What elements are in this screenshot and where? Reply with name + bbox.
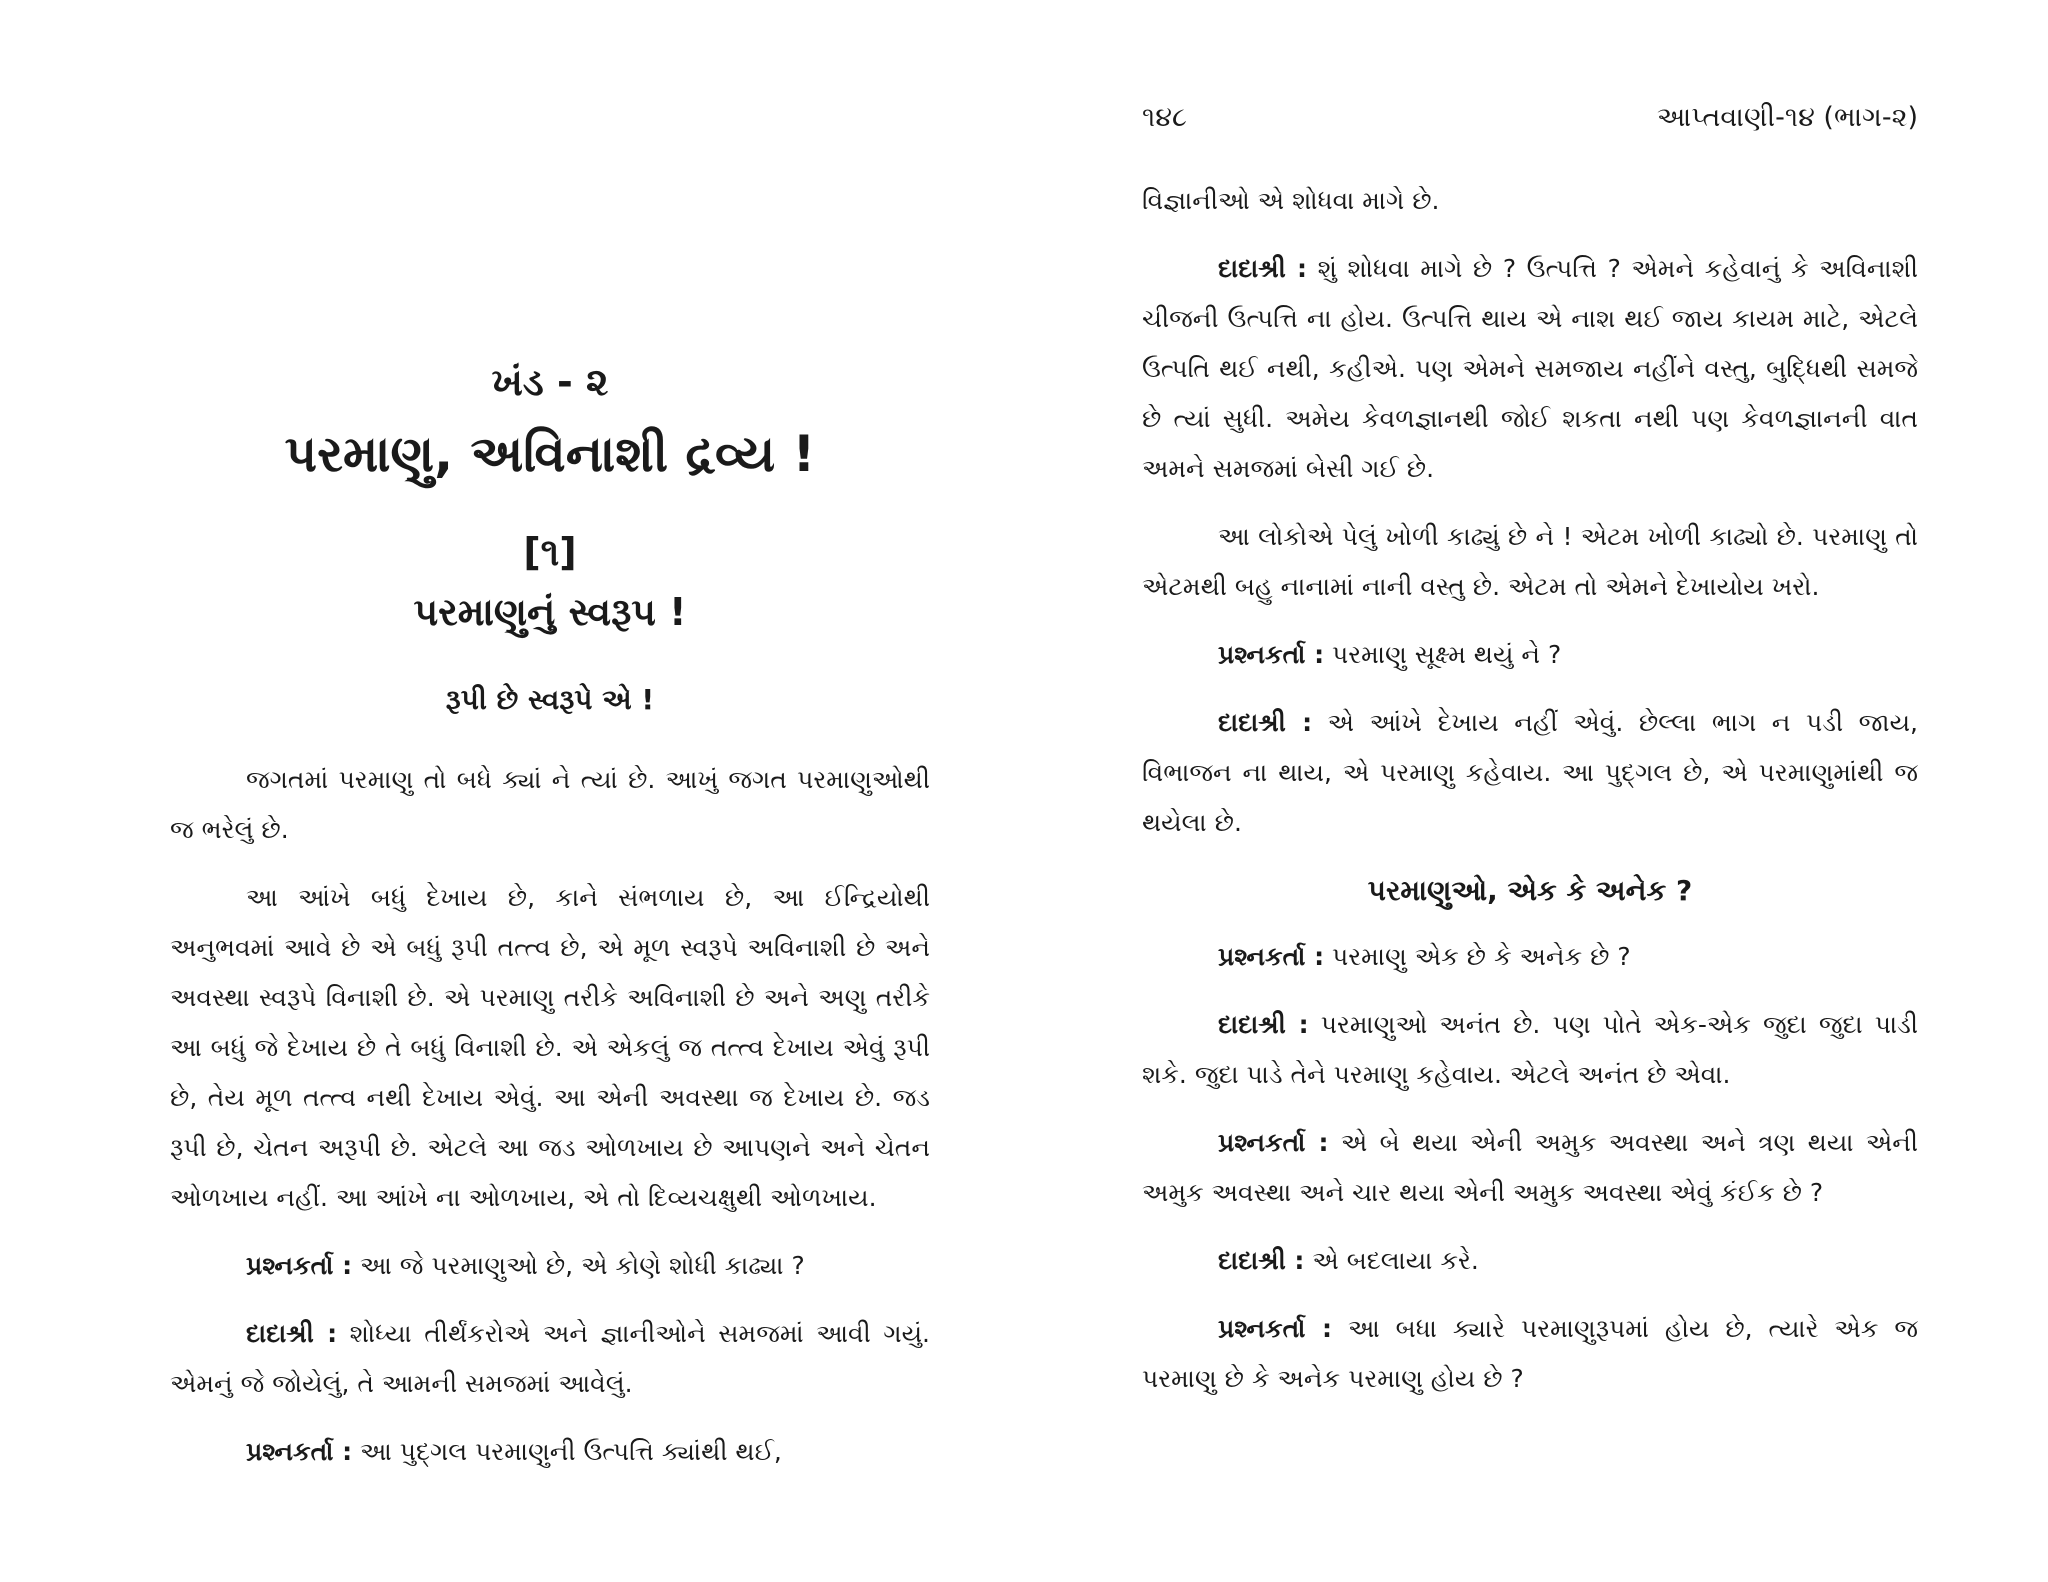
paragraph-text: એ બદલાયા કરે. <box>1312 1246 1479 1275</box>
paragraph <box>1142 1000 1918 1100</box>
speaker-label: દાદાશ્રી : <box>1218 1010 1309 1039</box>
paragraph-text: એ બે થયા એની અમુક અવસ્થા અને ત્રણ થયા એની અમુક અવસ્થા અને ચાર થયા એની અમુક અવસ્થા એવું કંઈક છે ? <box>1142 1128 1918 1207</box>
paragraph-text: શોધ્યા તીર્થંકરોએ અને જ્ઞાનીઓને સમજમાં આવી ગયું. એમનું જે જોયેલું, તે આમની સમજમાં આવેલું. <box>170 1319 930 1398</box>
continuation-line: વિજ્ઞાનીઓ એ શોધવા માગે છે. <box>1142 186 1440 215</box>
paragraph <box>170 1309 930 1409</box>
paragraph-text: આ બધા ક્યારે પરમાણુરૂપમાં હોય છે, ત્યારે એક જ પરમાણુ છે કે અનેક પરમાણુ હોય છે ? <box>1142 1314 1918 1393</box>
speaker-label: પ્રશ્નકર્તા : <box>1218 1314 1333 1343</box>
paragraph <box>170 873 930 1223</box>
paragraph-text: પરમાણુ સૂક્ષ્મ થયું ને ? <box>1332 640 1562 669</box>
right-body-text <box>1142 176 1918 1422</box>
part-label: ખંડ - ૨ <box>491 360 609 404</box>
speaker-label: પ્રશ્નકર્તા : <box>1218 1128 1329 1157</box>
speaker-label: દાદાશ્રી : <box>1218 708 1313 737</box>
paragraph <box>1142 1118 1918 1218</box>
paragraph <box>170 755 930 855</box>
paragraph <box>1142 512 1918 612</box>
speaker-label: પ્રશ્નકર્તા : <box>1218 942 1325 971</box>
right-page <box>1024 0 2048 1582</box>
paragraph <box>1142 1304 1918 1404</box>
paragraph <box>1142 932 1918 982</box>
left-body-text <box>170 755 930 1495</box>
speaker-label: પ્રશ્નકર્તા : <box>1218 640 1325 669</box>
speaker-label: પ્રશ્નકર્તા : <box>246 1437 353 1466</box>
speaker-label: દાદાશ્રી : <box>246 1319 338 1348</box>
paragraph <box>170 1241 930 1291</box>
subheading: રૂપી છે સ્વરૂપે એ ! <box>445 683 655 716</box>
page-number: ૧૪૮ <box>1142 102 1187 133</box>
section-number: [૧] <box>523 530 577 574</box>
paragraph-text: આ આંખે બધું દેખાય છે, કાને સંભળાય છે, આ ઈન્દ્રિયોથી અનુભવમાં આવે છે એ બધું રૂપી તત્ત્વ છે, એ મૂળ સ્વરૂપે અવિનાશી છે અને અવસ્થા સ્વરૂપે વિનાશી છે. એ પરમાણુ તરીકે અવિનાશી છે અને અણુ તરીકે આ બધું જે દેખાય છે તે બધું વિનાશી છે. એ એકલું જ તત્ત્વ દેખાય એવું રૂપી છે, તેય મૂળ તત્ત્વ નથી દેખાય એવું. આ એની અવસ્થા જ દેખાય છે. જડ રૂપી છે, ચેતન અરૂપી છે. એટલે આ જડ ઓળખાય છે આપણને અને ચેતન ઓળખાય નહીં. આ આંખે ના ઓળખાય, એ તો દિવ્યચક્ષુથી ઓળખાય. <box>170 883 930 1212</box>
paragraph-text: આ લોકોએ પેલું ખોળી કાઢ્યું છે ને ! એટમ ખોળી કાઢ્યો છે. પરમાણુ તો એટમથી બહુ નાનામાં નાની વસ્તુ છે. એટમ તો એમને દેખાયોય ખરો. <box>1142 522 1918 601</box>
running-title: આપ્તવાણી-૧૪ (ભાગ-૨) <box>1656 102 1918 133</box>
paragraph <box>1142 698 1918 848</box>
speaker-label: પ્રશ્નકર્તા : <box>246 1251 353 1280</box>
section-title: પરમાણુનું સ્વરૂપ ! <box>413 590 687 634</box>
paragraph-text: શું શોધવા માગે છે ? ઉત્પત્તિ ? એમને કહેવાનું કે અવિનાશી ચીજની ઉત્પત્તિ ના હોય. ઉત્પત્તિ થાય એ નાશ થઈ જાય કાયમ માટે, એટલે ઉત્પતિ થઈ નથી, કહીએ. પણ એમને સમજાય નહીંને વસ્તુ, બુદ્ધિથી સમજે છે ત્યાં સુધી. અમેય કેવળજ્ઞાનથી જોઈ શકતા નથી પણ કેવળજ્ઞાનની વાત અમને સમજમાં બેસી ગઈ છે. <box>1142 254 1918 483</box>
paragraph-text: એ આંખે દેખાય નહીં એવું. છેલ્લા ભાગ ન પડી જાય, વિભાજન ના થાય, એ પરમાણુ કહેવાય. આ પુદ્ગલ છે, એ પરમાણુમાંથી જ થયેલા છે. <box>1142 708 1919 837</box>
paragraph-text: આ જે પરમાણુઓ છે, એ કોણે શોધી કાઢ્યા ? <box>360 1251 805 1280</box>
paragraph-text: પરમાણુ એક છે કે અનેક છે ? <box>1332 942 1631 971</box>
paragraph-text: પરમાણુઓ અનંત છે. પણ પોતે એક-એક જુદા જુદા પાડી શકે. જુદા પાડે તેને પરમાણુ કહેવાય. એટલે અનંત છે એવા. <box>1142 1010 1918 1089</box>
speaker-label: દાદાશ્રી : <box>1218 1246 1305 1275</box>
paragraph <box>170 1427 930 1477</box>
paragraph <box>1142 244 1918 494</box>
chapter-heading-block <box>170 0 930 760</box>
paragraph <box>1142 1236 1918 1286</box>
part-title: પરમાણુ, અવિનાશી દ્રવ્ય ! <box>284 425 816 483</box>
paragraph-text: આ પુદ્ગલ પરમાણુની ઉત્પત્તિ ક્યાંથી થઈ, <box>360 1437 782 1466</box>
speaker-label: દાદાશ્રી : <box>1218 254 1308 283</box>
paragraph <box>1142 630 1918 680</box>
subheading: પરમાણુઓ, એક કે અનેક ? <box>1367 874 1693 907</box>
paragraph-text: જગતમાં પરમાણુ તો બધે ક્યાં ને ત્યાં છે. આખું જગત પરમાણુઓથી જ ભરેલું છે. <box>170 765 930 844</box>
